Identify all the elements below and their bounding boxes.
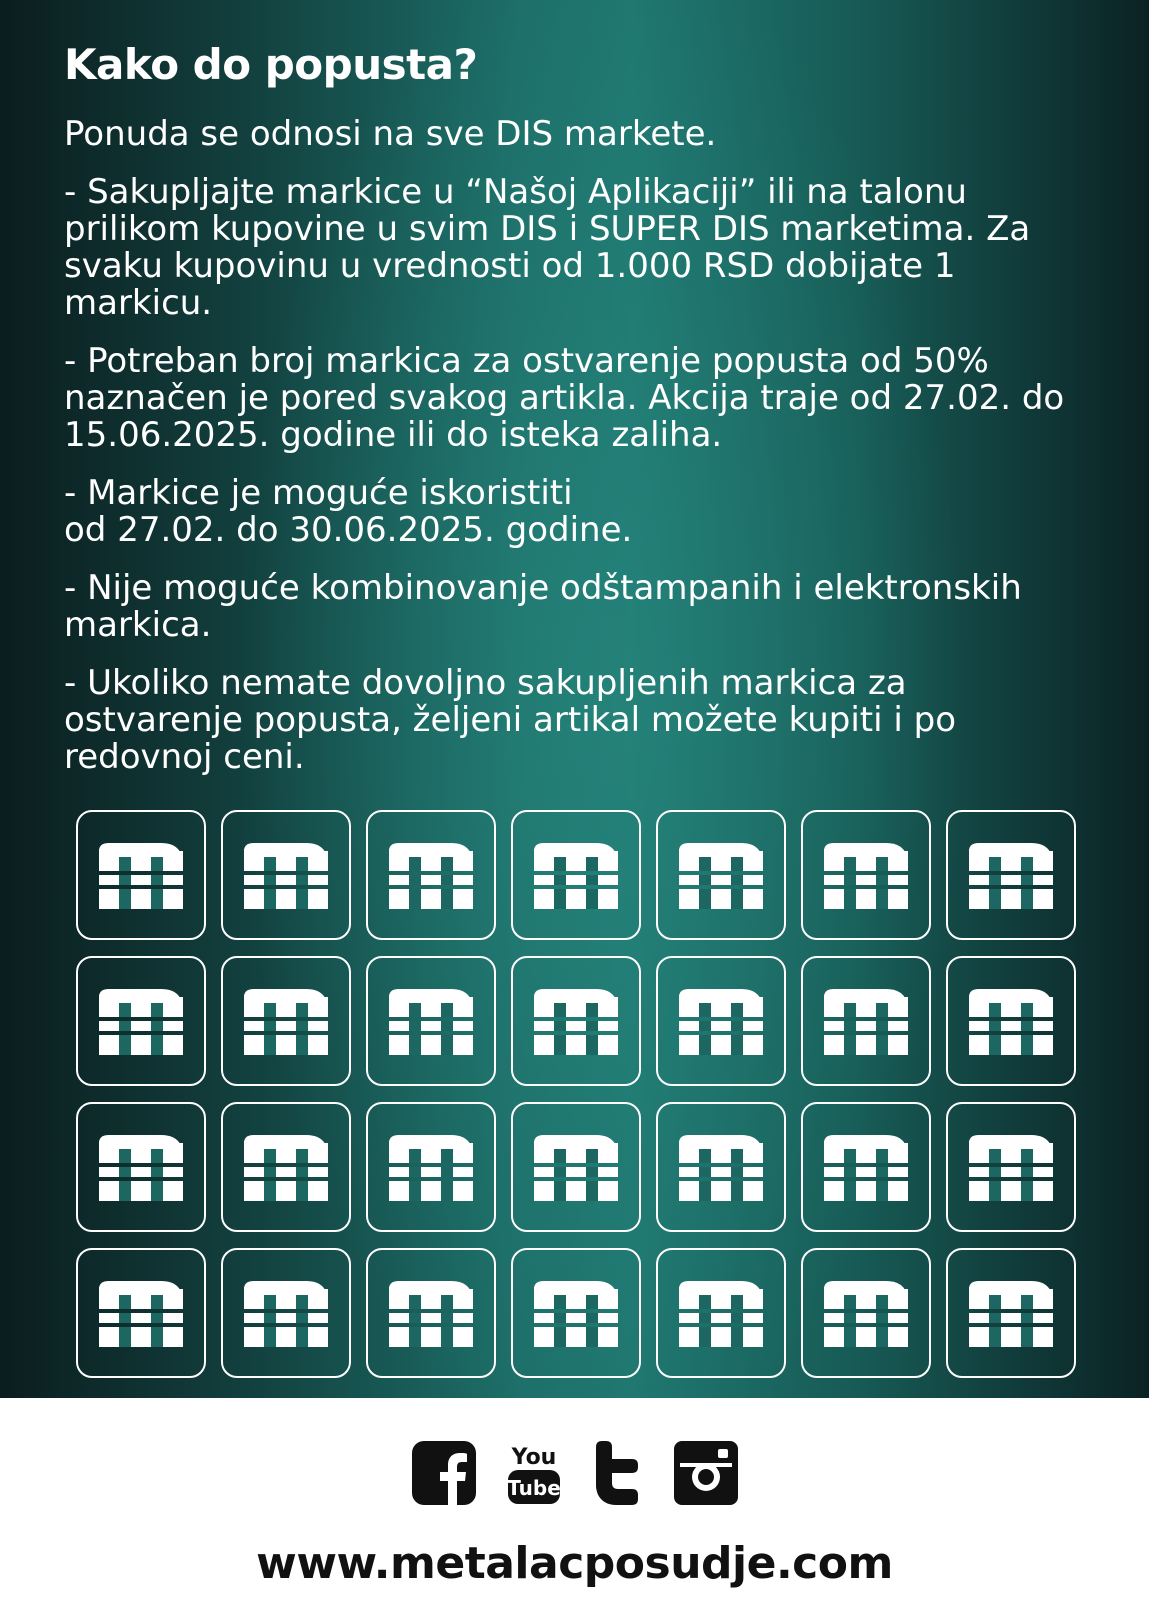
- m-logo-icon: [389, 1133, 473, 1201]
- m-logo-icon: [969, 1133, 1053, 1201]
- paragraph-4-line-2: od 27.02. do 30.06.2025. godine.: [64, 510, 633, 550]
- m-logo-icon: [389, 1279, 473, 1347]
- m-logo-icon: [534, 987, 618, 1055]
- m-logo-icon: [824, 841, 908, 909]
- m-logo-icon: [824, 987, 908, 1055]
- paragraph-4-line-1: - Markice je moguće iskoristiti: [64, 473, 573, 513]
- m-logo-icon: [534, 1279, 618, 1347]
- twitter-icon[interactable]: [592, 1441, 644, 1505]
- m-logo-icon: [389, 841, 473, 909]
- stamp-box: [946, 956, 1076, 1086]
- m-logo-icon: [99, 987, 183, 1055]
- stamp-box: [221, 1102, 351, 1232]
- stamp-box: [511, 956, 641, 1086]
- stamp-box: [656, 956, 786, 1086]
- stamp-box: [801, 956, 931, 1086]
- stamp-box: [76, 1248, 206, 1378]
- stamp-box: [76, 810, 206, 940]
- stamp-box: [946, 1102, 1076, 1232]
- m-logo-icon: [969, 987, 1053, 1055]
- m-logo-icon: [244, 987, 328, 1055]
- youtube-icon[interactable]: [506, 1440, 562, 1506]
- m-logo-icon: [534, 1133, 618, 1201]
- stamp-box: [76, 956, 206, 1086]
- stamp-box: [946, 1248, 1076, 1378]
- stamp-box: [511, 1248, 641, 1378]
- page-title: Kako do popusta?: [64, 40, 478, 89]
- stamp-box: [511, 810, 641, 940]
- stamp-grid: [76, 810, 1076, 1378]
- stamp-box: [656, 1102, 786, 1232]
- youtube-tube-label: Tube: [506, 1476, 561, 1500]
- youtube-you-label: You: [511, 1445, 556, 1470]
- m-logo-icon: [534, 841, 618, 909]
- facebook-icon[interactable]: [412, 1441, 476, 1505]
- stamp-box: [946, 810, 1076, 940]
- m-logo-icon: [969, 841, 1053, 909]
- m-logo-icon: [824, 1279, 908, 1347]
- stamp-box: [366, 956, 496, 1086]
- m-logo-icon: [679, 987, 763, 1055]
- paragraph-1: Ponuda se odnosi na sve DIS markete.: [64, 114, 717, 154]
- m-logo-icon: [679, 1133, 763, 1201]
- stamp-box: [801, 810, 931, 940]
- stamp-box: [801, 1102, 931, 1232]
- stamp-box: [511, 1102, 641, 1232]
- m-logo-icon: [824, 1133, 908, 1201]
- stamp-box: [221, 956, 351, 1086]
- stamp-box: [221, 1248, 351, 1378]
- social-icons: [0, 1440, 1149, 1506]
- m-logo-icon: [244, 1279, 328, 1347]
- m-logo-icon: [244, 1133, 328, 1201]
- m-logo-icon: [969, 1279, 1053, 1347]
- stamp-box: [366, 1248, 496, 1378]
- paragraph-2: - Sakupljajte markice u “Našoj Aplikaciji” ili na talonu prilikom kupovine u svim DIS i SUPER DIS marketima. Za svaku kupovinu u vrednosti od 1.000 RSD dobijate 1 markicu.: [64, 172, 1031, 323]
- stamp-box: [221, 810, 351, 940]
- stamp-box: [366, 810, 496, 940]
- stamp-box: [366, 1102, 496, 1232]
- instructions: [64, 116, 1094, 797]
- m-logo-icon: [244, 841, 328, 909]
- m-logo-icon: [679, 841, 763, 909]
- m-logo-icon: [99, 1133, 183, 1201]
- stamp-box: [656, 1248, 786, 1378]
- website-link[interactable]: www.metalacposudje.com: [256, 1538, 893, 1589]
- stamp-box: [76, 1102, 206, 1232]
- m-logo-icon: [99, 1279, 183, 1347]
- m-logo-icon: [389, 987, 473, 1055]
- paragraph-6: - Ukoliko nemate dovoljno sakupljenih markica za ostvarenje popusta, željeni artikal možete kupiti i po redovnoj ceni.: [64, 663, 957, 777]
- paragraph-3: - Potreban broj markica za ostvarenje popusta od 50% naznačen je pored svakog artikla. Akcija traje od 27.02. do 15.06.2025. godine ili do isteka zaliha.: [64, 341, 1065, 455]
- stamp-box: [801, 1248, 931, 1378]
- instagram-icon[interactable]: [674, 1441, 738, 1505]
- m-logo-icon: [99, 841, 183, 909]
- paragraph-5: - Nije moguće kombinovanje odštampanih i elektronskih markica.: [64, 568, 1022, 645]
- stamp-box: [656, 810, 786, 940]
- paragraph-4: [64, 475, 1094, 549]
- m-logo-icon: [679, 1279, 763, 1347]
